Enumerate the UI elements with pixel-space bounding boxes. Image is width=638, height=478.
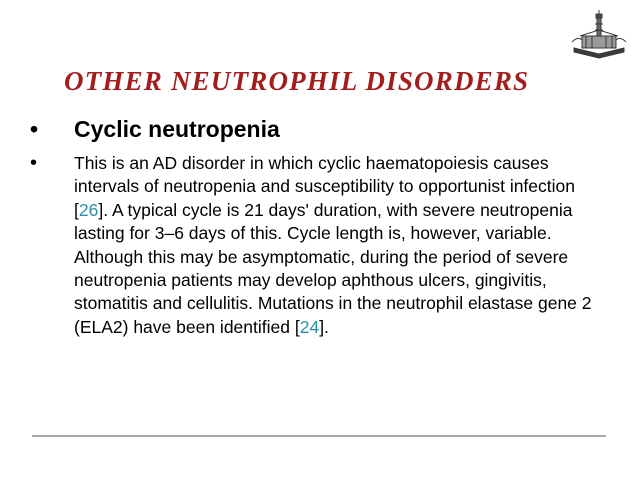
reference-link-24[interactable]: 24 — [299, 316, 320, 337]
reference-link-26[interactable]: 26 — [78, 199, 99, 220]
bullet-list — [30, 112, 610, 339]
slide-title: OTHER NEUTROPHIL DISORDERS — [64, 66, 530, 96]
bottom-divider — [32, 435, 606, 437]
bullet-description — [30, 152, 610, 339]
bullet-marker: • — [30, 116, 39, 142]
description-text-part-1: This is an AD disorder in which cyclic haematopoiesis causes intervals of neutropenia and susceptibility to opportunist infection [ — [74, 153, 575, 220]
description-text-part-3: ]. — [319, 316, 329, 337]
bullet-marker: • — [30, 152, 38, 174]
university-crest-icon — [568, 6, 630, 62]
bullet-cyclic-neutropenia — [30, 112, 610, 146]
description-text-part-2: ]. A typical cycle is 21 days' duration, with severe neutropenia lasting for 3–6 days of this. Cycle length is, however, variable. Although this may be asymptomatic, during the period of severe neutropenia patients may develop aphthous ulcers, gingivitis, stomatitis and cellulitis. Mutations in the neutrophil elastase gene 2 (ELA2) have been identified [ — [74, 199, 592, 337]
bullet-heading-text: Cyclic neutropenia — [74, 116, 280, 142]
